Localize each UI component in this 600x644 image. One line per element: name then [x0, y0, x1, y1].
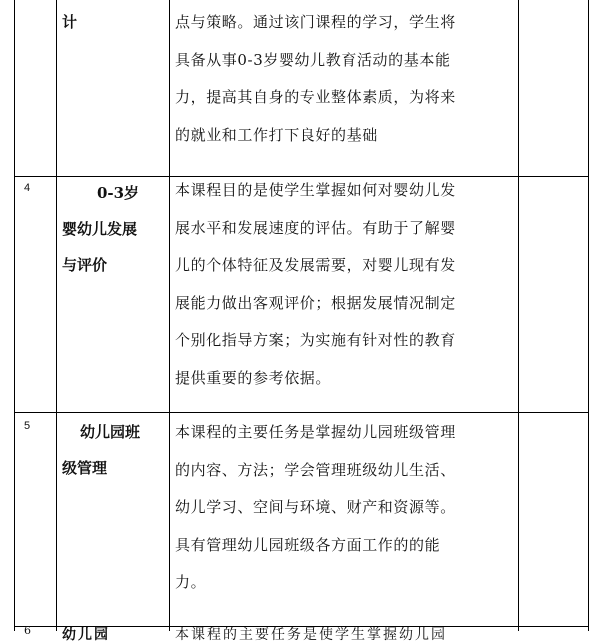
course-desc-4 [175, 172, 520, 397]
desc-line: 儿的个体特征及发展需要，对婴儿现有发 [175, 256, 456, 274]
desc-line: 本课程的主要任务是掌握幼儿园班级管理 [175, 423, 456, 441]
desc-line: 提供重要的参考依据。 [175, 368, 332, 387]
course-desc-6: 本课程的主要任务是使学生掌握幼儿园 [175, 627, 447, 643]
desc-line: 点与策略。通过该门课程的学习，学生将 [175, 13, 456, 31]
course-name-line: 与评价 [62, 256, 108, 274]
desc-line: 的就业和工作打下良好的基础 [175, 125, 378, 144]
course-name-5 [62, 414, 166, 486]
course-name-line: 级管理 [62, 459, 108, 477]
desc-line: 具有管理幼儿园班级各方面工作的的能 [175, 535, 441, 554]
clipped-next-row [0, 620, 600, 643]
course-name-line: 婴幼儿发展 [62, 220, 138, 238]
course-name-prev [62, 4, 77, 40]
grid-line-right [588, 0, 589, 631]
desc-line: 力。 [175, 573, 207, 591]
grid-line-col2 [169, 0, 170, 631]
course-name-4 [62, 175, 166, 283]
row-number-6: 6 [24, 624, 33, 637]
course-name-line: 计 [62, 13, 78, 31]
course-name-line: 幼儿园班 [80, 423, 141, 441]
desc-line: 的内容、方法；学会管理班级幼儿生活、 [175, 460, 456, 479]
desc-line: 具备从事0-3岁婴幼儿教育活动的基本能 [175, 50, 451, 69]
desc-line: 展能力做出客观评价；根据发展情况制定 [175, 293, 456, 312]
course-name-line: 0-3岁 [96, 184, 140, 202]
desc-line: 本课程目的是使学生掌握如何对婴幼儿发 [175, 181, 456, 199]
row-number-5: 5 [24, 420, 31, 432]
desc-line: 展水平和发展速度的评估。有助于了解婴 [175, 218, 456, 237]
grid-line-col1 [56, 0, 57, 631]
course-name-6: 幼儿园 [62, 627, 110, 643]
desc-line: 个别化指导方案；为实施有针对性的教育 [175, 331, 456, 349]
course-desc-5 [175, 414, 520, 602]
desc-line: 幼儿学习、空间与环境、财产和资源等。 [175, 498, 456, 516]
row-border-5 [14, 412, 589, 413]
grid-line-left [14, 0, 15, 631]
row-number-4: 4 [24, 182, 31, 194]
course-desc-prev [175, 4, 520, 154]
desc-line: 力，提高其自身的专业整体素质，为将来 [175, 88, 456, 106]
